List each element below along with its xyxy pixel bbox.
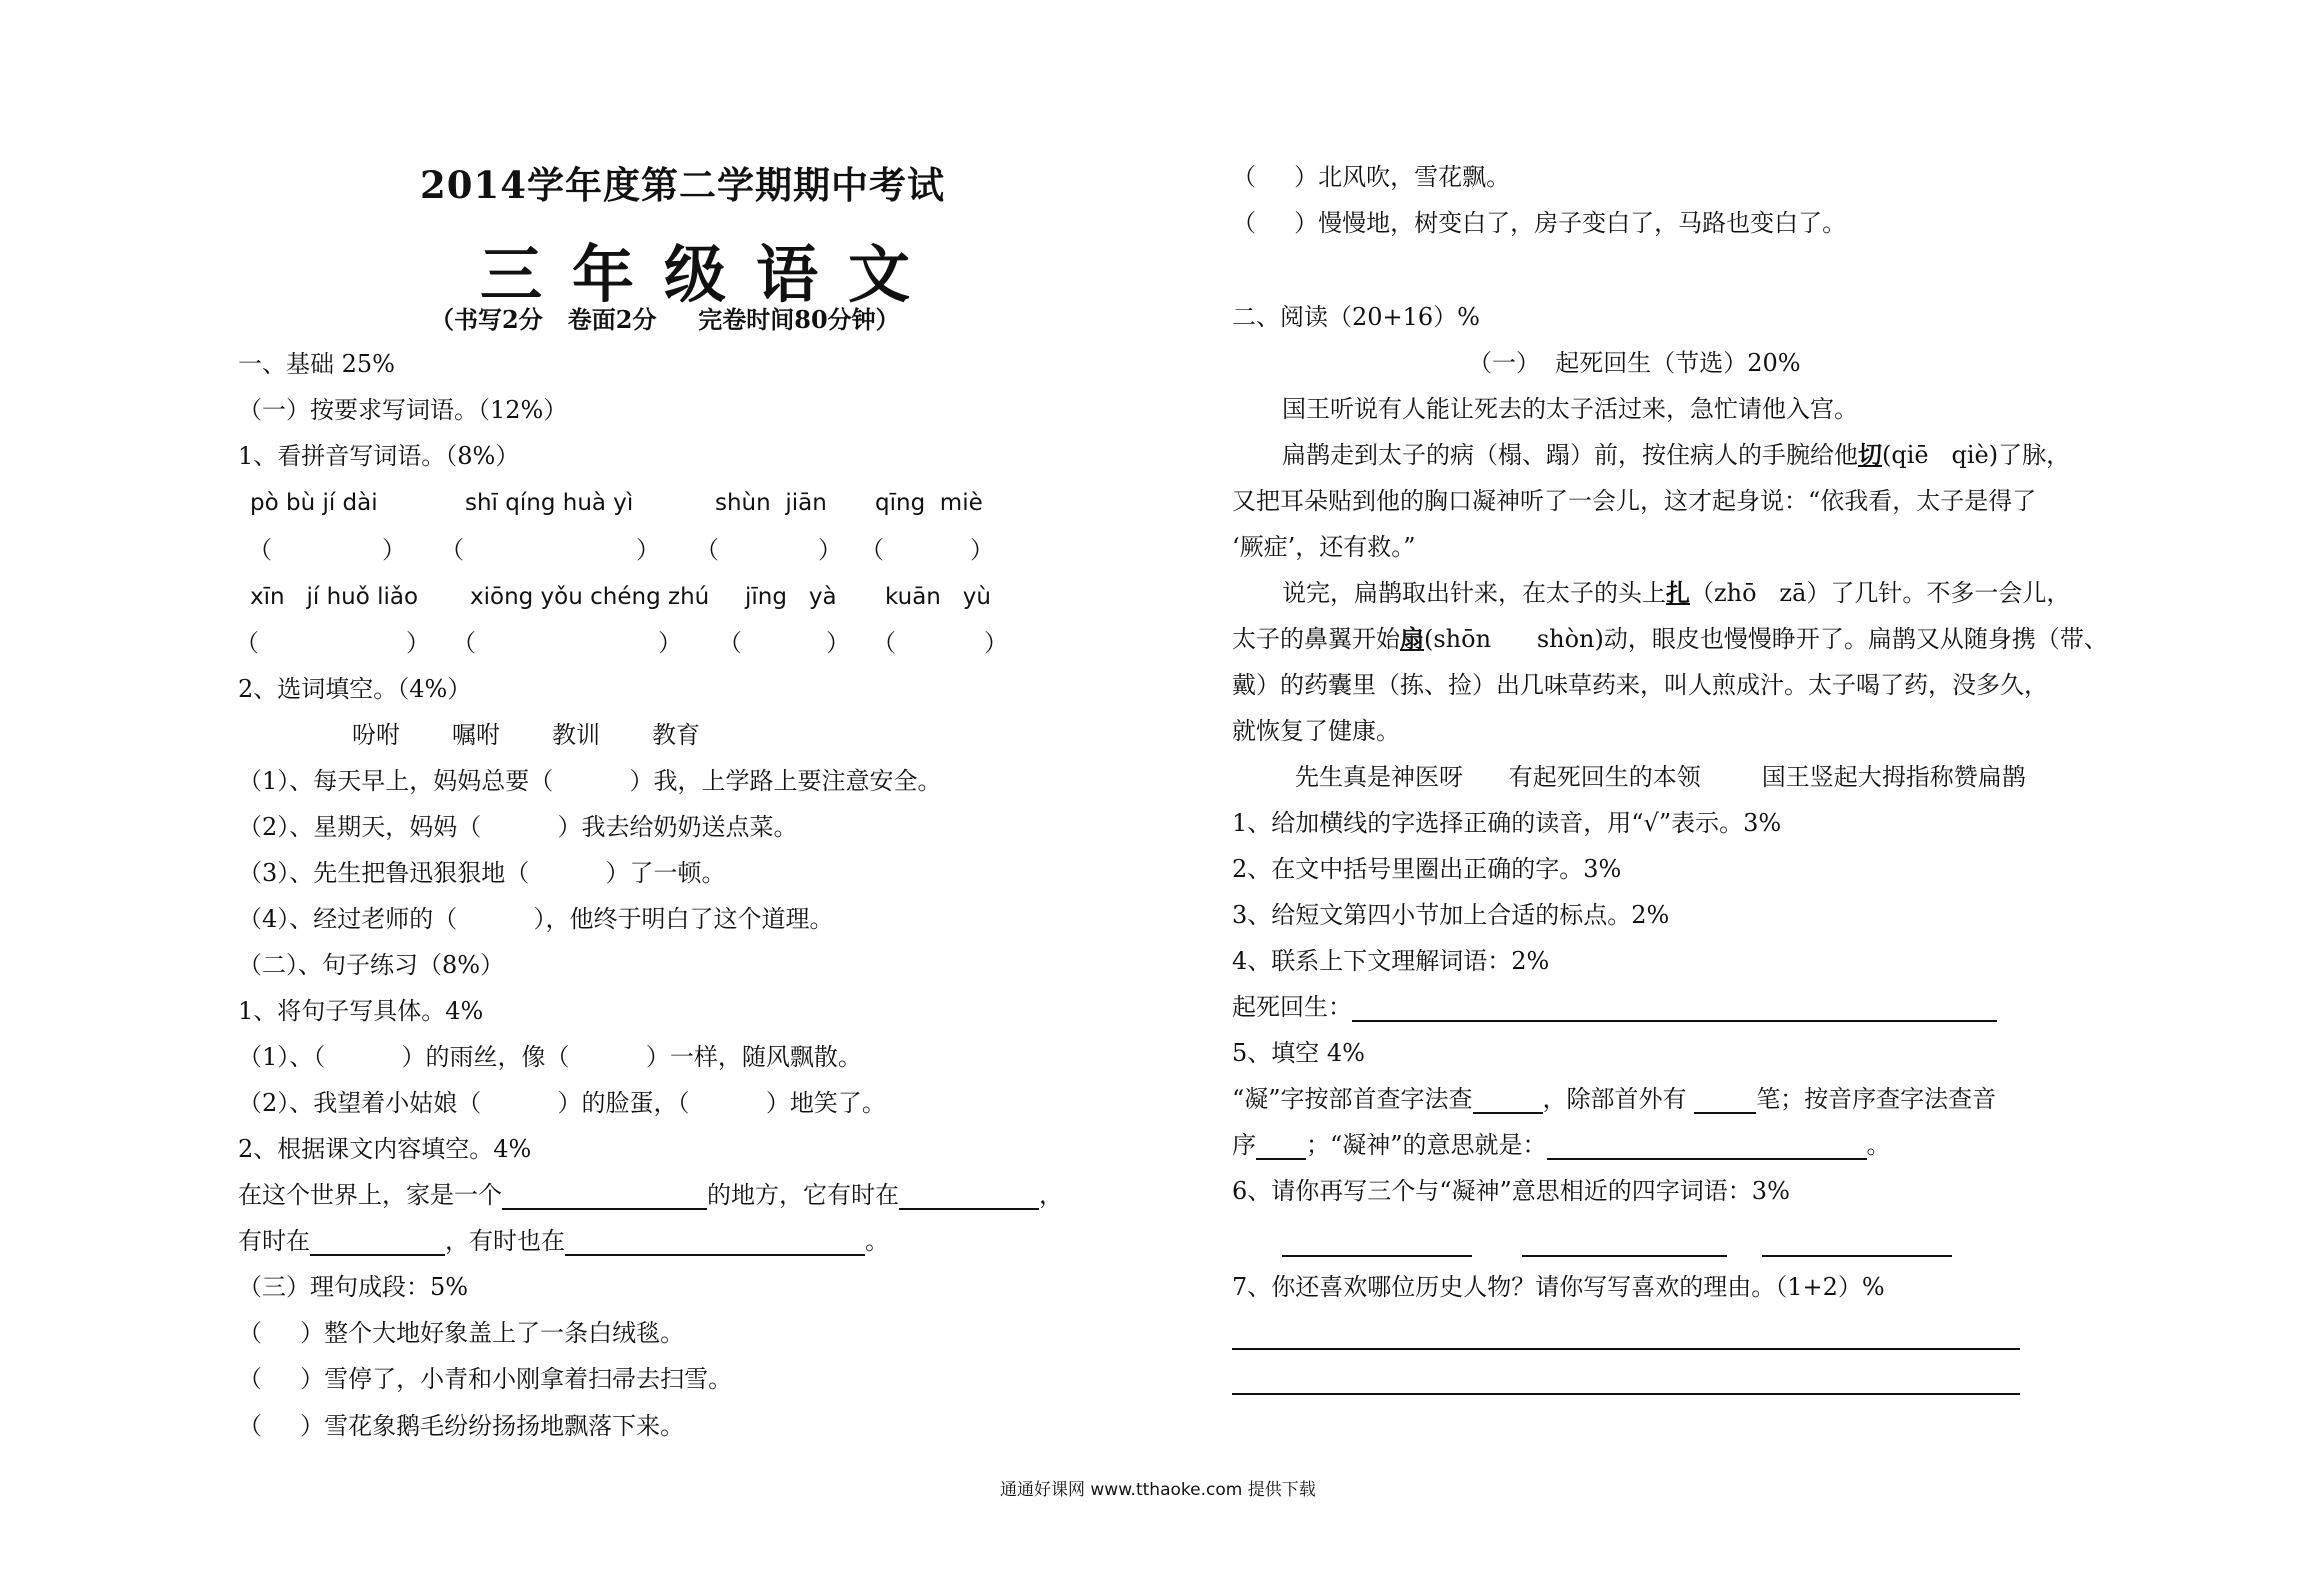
fill-sentence: （3）、先生把鲁迅狠狠地（ ）了一顿。 <box>238 859 726 887</box>
passage-paragraph: ‘厥症’，还有救。” <box>1232 533 1416 561</box>
reading-answer-line <box>1232 1084 1996 1114</box>
order-sentence: （ ）北风吹，雪花飘。 <box>1232 163 1511 191</box>
order-sentence: （ ）整个大地好象盖上了一条白绒毯。 <box>238 1319 685 1347</box>
text-fill-line <box>238 1226 889 1256</box>
choice-word: 教训 <box>552 721 600 749</box>
passage-text: 说完，扁鹊取出针来，在太子的头上 <box>1282 579 1666 607</box>
question-pinyin: 1、看拼音写词语。（8%） <box>238 442 520 470</box>
section-reading: 二、阅读（20+16）% <box>1232 303 1480 331</box>
answer-blank[interactable] <box>1694 1086 1756 1114</box>
pinyin-8: kuān yù <box>885 584 991 610</box>
passage-text: 太子的鼻翼开始 <box>1232 625 1400 653</box>
answer-blank[interactable] <box>1352 994 1997 1022</box>
underlined-char: 扎 <box>1666 578 1690 607</box>
text-segment: 。 <box>865 1227 889 1255</box>
answer-box-open: （ <box>452 629 476 657</box>
reading-question: 6、请你再写三个与“凝神”意思相近的四字词语：3% <box>1232 1177 1790 1205</box>
fill-sentence: （2）、星期天，妈妈（ ）我去给奶奶送点菜。 <box>238 813 798 841</box>
choice-word: 吩咐 <box>352 721 400 749</box>
answer-blank[interactable] <box>1522 1255 1727 1257</box>
reading-question: 4、联系上下文理解词语：2% <box>1232 947 1550 975</box>
passage-title: （一） 起死回生（节选）20% <box>1468 349 1801 377</box>
reading-question: 1、给加横线的字选择正确的读音，用“√”表示。3% <box>1232 809 1782 837</box>
answer-box-open: （ <box>860 536 884 564</box>
passage-paragraph: 又把耳朵贴到他的胸口凝神听了一会儿，这才起身说：“依我看，太子是得了 <box>1232 487 2037 515</box>
text-segment: 。 <box>1866 1131 1891 1159</box>
answer-label: 起死回生： <box>1232 993 1352 1021</box>
reading-question: 3、给短文第四小节加上合适的标点。2% <box>1232 901 1670 929</box>
order-sentence: （ ）雪停了，小青和小刚拿着扫帚去扫雪。 <box>238 1365 733 1393</box>
text-segment: ；“凝神”的意思就是： <box>1306 1131 1547 1159</box>
answer-blank[interactable] <box>1256 1132 1306 1160</box>
answer-box-close: ） <box>658 629 682 657</box>
pinyin-5: xīn jí huǒ liǎo <box>250 584 419 610</box>
answer-blank[interactable] <box>899 1182 1039 1210</box>
answer-box-open: （ <box>440 536 464 564</box>
answer-box-close: ） <box>818 536 842 564</box>
text-segment: 序 <box>1232 1131 1256 1159</box>
answer-box-close: ） <box>406 629 430 657</box>
answer-blank[interactable] <box>565 1228 865 1256</box>
answer-blank[interactable] <box>1473 1086 1543 1114</box>
pinyin-2: shī qíng huà yì <box>465 490 634 516</box>
reading-answer-line <box>1232 1130 1891 1160</box>
text-segment: ，有时也在 <box>445 1227 565 1255</box>
exam-title: 2014学年度第二学期期中考试 <box>420 163 945 207</box>
answer-box-close: ） <box>984 629 1008 657</box>
text-fill-line <box>238 1180 1063 1210</box>
pinyin-3: shùn jiān <box>715 490 827 516</box>
text-segment: “凝”字按部首查字法查 <box>1232 1085 1473 1113</box>
exam-subtitle: （书写2分 卷面2分 完卷时间80分钟） <box>430 305 900 334</box>
answer-box-open: （ <box>695 536 719 564</box>
question-choose-words: 2、选词填空。（4%） <box>238 675 472 703</box>
answer-box-open: （ <box>718 629 742 657</box>
reading-question: 2、在文中括号里圈出正确的字。3% <box>1232 855 1622 883</box>
underlined-char: 切 <box>1858 440 1882 469</box>
choice-word: 教育 <box>652 721 700 749</box>
subsection-words: （一）按要求写词语。（12%） <box>238 396 568 424</box>
order-sentence: （ ）雪花象鹅毛纷纷扬扬地飘落下来。 <box>238 1412 685 1440</box>
answer-blank[interactable] <box>1547 1132 1867 1160</box>
passage-paragraph <box>1282 440 2070 470</box>
underlined-char: 扇 <box>1400 624 1424 653</box>
fill-sentence: （4）、经过老师的（ ），他终于明白了这个道理。 <box>238 905 834 933</box>
exam-subject-title: 三年级语文 <box>480 238 941 311</box>
passage-paragraph: 先生真是神医呀 有起死回生的本领 国王竖起大拇指称赞扁鹊 <box>1295 763 2026 791</box>
passage-paragraph <box>1282 578 2070 608</box>
answer-line[interactable] <box>1232 1393 2020 1395</box>
answer-box-close: ） <box>826 629 850 657</box>
fill-sentence: （1）、每天早上，妈妈总要（ ）我，上学路上要注意安全。 <box>238 767 942 795</box>
reading-question: 5、填空 4% <box>1232 1039 1365 1067</box>
answer-box-open: （ <box>248 536 272 564</box>
reading-answer-line <box>1232 992 1997 1022</box>
answer-blank[interactable] <box>310 1228 445 1256</box>
text-segment: ，除部首外有 <box>1542 1085 1695 1113</box>
answer-box-close: ） <box>636 536 660 564</box>
subsection-order: （三）理句成段：5% <box>238 1273 469 1301</box>
passage-text: 扁鹊走到太子的病（榻、蹋）前，按住病人的手腕给他 <box>1282 441 1858 469</box>
answer-blank[interactable] <box>502 1182 707 1210</box>
answer-box-close: ） <box>382 536 406 564</box>
text-segment: 笔；按音序查字法查音 <box>1756 1085 1997 1113</box>
passage-text: (shōn shòn)动，眼皮也慢慢睁开了。扁鹊又从随身携（带、 <box>1424 625 2108 653</box>
question-expand-sentence: 1、将句子写具体。4% <box>238 997 484 1025</box>
answer-blank[interactable] <box>1282 1255 1472 1257</box>
text-segment: 有时在 <box>238 1227 310 1255</box>
footer-source: 通通好课网 www.tthaoke.com 提供下载 <box>1000 1480 1316 1500</box>
answer-blank[interactable] <box>1762 1255 1952 1257</box>
text-segment: 的地方，它有时在 <box>707 1181 899 1209</box>
passage-paragraph <box>1232 624 2108 654</box>
choice-word: 嘱咐 <box>452 721 500 749</box>
reading-question: 7、你还喜欢哪位历史人物？请你写写喜欢的理由。（1+2）% <box>1232 1273 1885 1301</box>
expand-sentence: （2）、我望着小姑娘（ ）的脸蛋，（ ）地笑了。 <box>238 1089 886 1117</box>
question-text-fill: 2、根据课文内容填空。4% <box>238 1135 532 1163</box>
pinyin-7: jīng yà <box>745 584 837 610</box>
pinyin-1: pò bù jí dài <box>250 490 378 516</box>
pinyin-6: xiōng yǒu chéng zhú <box>470 584 710 610</box>
text-segment: 在这个世界上，家是一个 <box>238 1181 502 1209</box>
expand-sentence: （1）、（ ）的雨丝，像（ ）一样，随风飘散。 <box>238 1043 862 1071</box>
passage-paragraph: 戴）的药囊里（拣、捡）出几味草药来，叫人煎成汁。太子喝了药，没多久， <box>1232 671 2048 699</box>
answer-line[interactable] <box>1232 1348 2020 1350</box>
subsection-sentences: （二）、句子练习（8%） <box>238 951 505 979</box>
passage-text: （zhō zā）了几针。不多一会儿， <box>1690 579 2071 607</box>
answer-box-open: （ <box>235 629 259 657</box>
passage-paragraph: 国王听说有人能让死去的太子活过来，急忙请他入宫。 <box>1282 395 1858 423</box>
pinyin-4: qīng miè <box>875 490 983 516</box>
answer-box-open: （ <box>872 629 896 657</box>
answer-box-close: ） <box>970 536 994 564</box>
text-segment: ， <box>1039 1181 1063 1209</box>
passage-text: (qiē qiè)了脉， <box>1882 441 2071 469</box>
section-basics: 一、基础 25% <box>238 350 395 378</box>
passage-paragraph: 就恢复了健康。 <box>1232 717 1400 745</box>
order-sentence: （ ）慢慢地，树变白了，房子变白了，马路也变白了。 <box>1232 209 1847 237</box>
